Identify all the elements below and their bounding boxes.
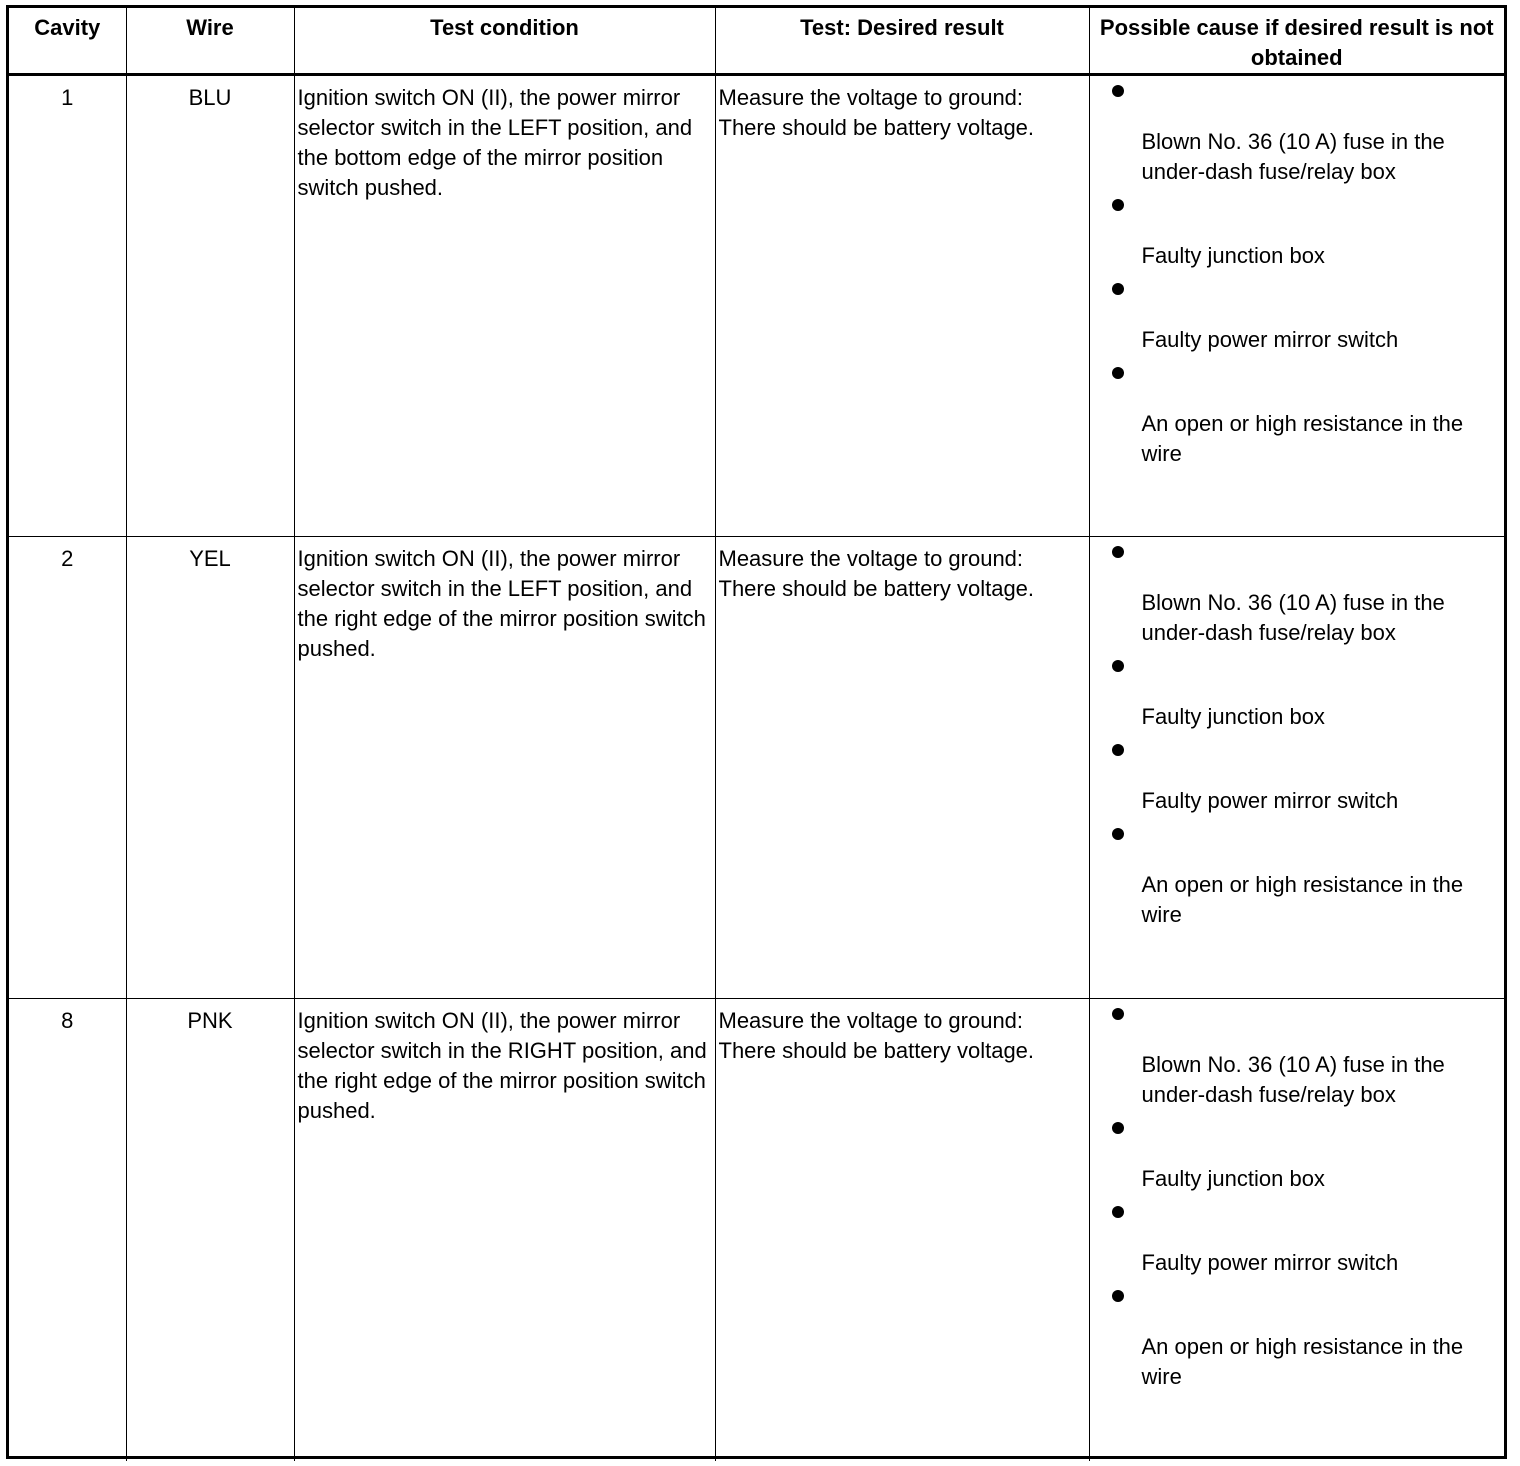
cell-possible-causes [1089,75,1504,537]
diagnostic-table-frame [6,5,1507,1459]
cause-item [1112,1290,1501,1392]
header-cavity: Cavity [9,8,126,75]
header-test-condition: Test condition [294,8,715,75]
cause-item [1112,1122,1501,1194]
cause-item [1112,546,1501,648]
cause-text: An open or high resistance in the wire [1141,872,1464,927]
table-row [9,999,1504,1461]
cause-item [1112,1008,1501,1110]
cell-desired-result: Measure the voltage to ground: There should be battery voltage. [715,75,1089,537]
cell-wire: PNK [126,999,294,1461]
header-possible-cause: Possible cause if desired result is not obtained [1089,8,1504,75]
cell-wire: BLU [126,75,294,537]
cause-text: Faulty junction box [1141,1166,1325,1191]
header-desired-result: Test: Desired result [715,8,1089,75]
cause-item [1112,1206,1501,1278]
bullet-icon [1112,283,1124,295]
cell-cavity: 2 [9,537,126,999]
cause-item [1112,199,1501,271]
bullet-icon [1112,1290,1124,1302]
cause-item [1112,367,1501,469]
cell-desired-result: Measure the voltage to ground: There should be battery voltage. [715,537,1089,999]
cell-cavity: 1 [9,75,126,537]
cell-test-condition: Ignition switch ON (II), the power mirror selector switch in the LEFT position, and the bottom edge of the mirror position switch pushed. [294,75,715,537]
cause-text: Faulty junction box [1141,704,1325,729]
cell-wire: YEL [126,537,294,999]
cell-test-condition: Ignition switch ON (II), the power mirror selector switch in the LEFT position, and the right edge of the mirror position switch pushed. [294,537,715,999]
table-header-row [9,8,1504,75]
bullet-icon [1112,744,1124,756]
table-row [9,537,1504,999]
cause-text: Blown No. 36 (10 A) fuse in the under-dash fuse/relay box [1141,1052,1445,1107]
table-row [9,75,1504,537]
bullet-icon [1112,1122,1124,1134]
cause-text: Faulty power mirror switch [1141,1250,1399,1275]
cell-possible-causes [1089,999,1504,1461]
cause-item [1112,85,1501,187]
bullet-icon [1112,828,1124,840]
diagnostic-table [9,8,1504,1461]
bullet-icon [1112,1206,1124,1218]
cause-item [1112,283,1501,355]
cause-text: Faulty junction box [1141,243,1325,268]
bullet-icon [1112,199,1124,211]
cause-text: Blown No. 36 (10 A) fuse in the under-dash fuse/relay box [1141,129,1445,184]
cause-text: Faulty power mirror switch [1141,327,1399,352]
cell-test-condition: Ignition switch ON (II), the power mirror selector switch in the RIGHT position, and the right edge of the mirror position switch pushed. [294,999,715,1461]
cause-item [1112,744,1501,816]
cause-item [1112,660,1501,732]
bullet-icon [1112,660,1124,672]
bullet-icon [1112,1008,1124,1020]
cause-item [1112,828,1501,930]
header-wire: Wire [126,8,294,75]
bullet-icon [1112,546,1124,558]
cause-text: An open or high resistance in the wire [1141,411,1464,466]
cause-text: An open or high resistance in the wire [1141,1334,1464,1389]
cell-cavity: 8 [9,999,126,1461]
bullet-icon [1112,367,1124,379]
cause-text: Faulty power mirror switch [1141,788,1399,813]
cause-text: Blown No. 36 (10 A) fuse in the under-dash fuse/relay box [1141,590,1445,645]
bullet-icon [1112,85,1124,97]
cell-desired-result: Measure the voltage to ground: There should be battery voltage. [715,999,1089,1461]
cell-possible-causes [1089,537,1504,999]
